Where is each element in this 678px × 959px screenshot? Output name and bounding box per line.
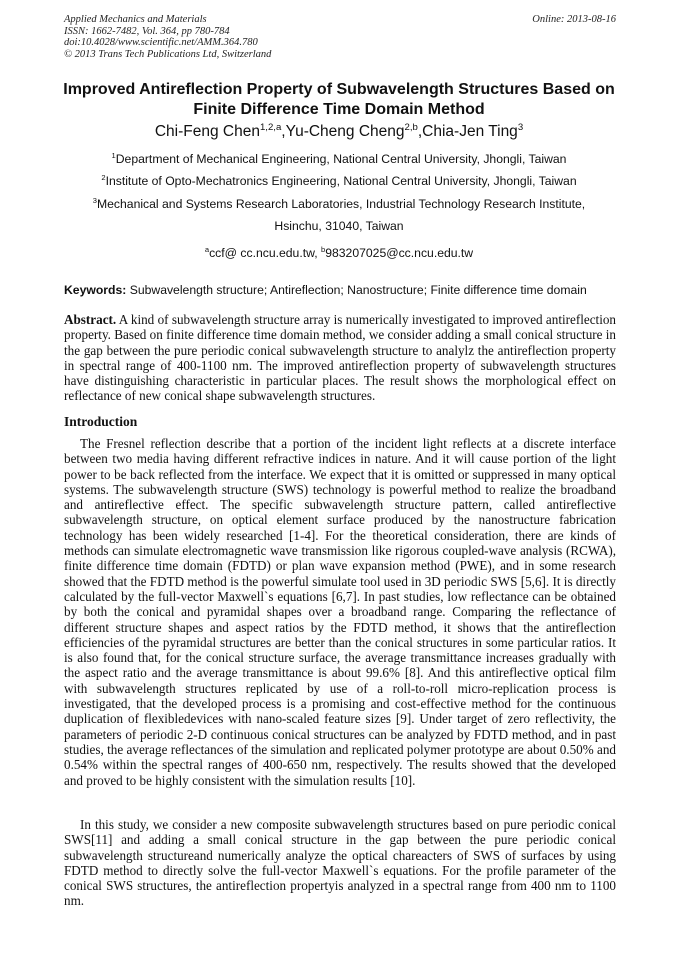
intro-paragraph-1: The Fresnel reflection describe that a portion of the incident light reflects at a discrete interface between two media having different refractive indices in nature. And it will cause portion of the light power to be back reflected from the interface. We expect that it is omitted or suppressed in many optical systems. The subwavelength structure (SWS) technology is powerful method to realize the broadband and antireflective effect. The specific subwavelength structure pattern, called antireflective subwavelength structure, on optical element surface produced by the nanostructure fabrication technology has been widely researched [1-4]. For the theoretical consideration, there are kinds of methods can simulate electromagnetic wave transmission like rigorous coupled-wave analysis (RCWA), finite difference time domain (FDTD) or plan wave expansion method (PWE), and in some research showed that the FDTD method is the powerful simulate tool used in 3D periodic SWS [5,6]. It is directly calculated by the full-vector Maxwell`s equations [6,7]. In past studies, low reflectance can be obtained by both the conical and pyramidal shapes over a broadband range. Comparing the reflectance of different structure shapes and aspect ratios by the FDTD method, it shows that the antireflection efficiencies of the pyramidal structures are better than the conical structures in some particular ratios. It is also found that, for the conical structure surface, the average transmittance increases gradually with the aspect ratio and the average transmittance is about 99.6% [8]. And this antireflective optical film with subwavelength structures replicated by use of a roll-to-roll micro-replication process is investigated, that the developed process is a promising and cost-effective method for the continuous duplication of flexibledevices with nano-scaled feature sizes [9]. Under target of zero reflectivity, the parameters of periodic 2-D continuous conical structures can be analyzed by FDTD method, and in past studies, the average reflectances of the simulation and replicated polymer prototype are about 0.50% and 0.54% within the spectral ranges of 400-650 nm, respectively. The results showed that the developed and proved to be highly consistent with the simulation results [10]. [64,436,616,788]
keywords-text: Subwavelength structure; Antireflection; Nanostructure; Finite difference time domain [129,283,587,297]
issn-line: ISSN: 1662-7482, Vol. 364, pp 780-784 [64,25,230,37]
affiliation-superscript: 3 [92,195,97,205]
affiliation-superscript: 1 [111,150,116,160]
title-line-2: Finite Difference Time Domain Method [193,100,485,118]
paper-title [40,80,638,119]
email-superscript: b [321,244,326,254]
title-line-1: Improved Antireflection Property of Subwavelength Structures Based on [63,81,615,98]
section-heading-introduction: Introduction [64,414,138,429]
author-superscript: 3 [517,121,524,133]
author-name: Chi-Feng Chen [154,123,260,140]
doi-line: doi:10.4028/www.scientific.net/AMM.364.780 [64,37,258,49]
author-list: Chi-Feng Chen$^{1,2,a}$,Yu-Cheng Cheng$^{2,b}$,Chia-Jen Ting$^3$ [154,121,524,140]
affiliation-2 [40,170,638,192]
journal-name: Applied Mechanics and Materials [64,14,207,25]
intro-paragraph-2: In this study, we consider a new composite subwavelength structures based on pure periodic conical SWS[11] and adding a small conical structure in the gap between the pure periodic conical subwavelength structureand numerically analyze the optical chareacters of SWS of surfaces by using FDTD method to directly solve the full-vector Maxwell`s equations. For the profile parameter of the conical SWS structures, the antireflection propertyis analyzed in a spectral range from 400 nm to 1100 nm. [64,817,616,909]
abstract [64,312,616,404]
affiliation-text: Institute of Opto-Mechatronics Engineering, National Central University, Jhongli, Taiwan [105,174,577,188]
email-line [40,242,638,264]
keywords-label: Keywords: [64,283,127,297]
affiliation-text: Department of Mechanical Engineering, National Central University, Jhongli, Taiwan [115,152,567,166]
abstract-label: Abstract. [64,312,117,327]
affiliation-3 [40,193,638,237]
affiliation-1 [40,148,638,170]
online-date: Online: 2013-08-16 [532,14,616,25]
author-superscript: 1,2,a [259,121,282,133]
affiliation-superscript: 2 [101,172,106,182]
author-superscript: 2,b [404,121,418,133]
author-name: Chia-Jen Ting [422,123,518,140]
email-superscript: a [204,244,210,254]
email-b: 983207025@cc.ncu.edu.tw [325,246,474,260]
abstract-text: A kind of subwavelength structure array is numerically investigated to improved antireflection property. Based on finite difference time domain method, we consider adding a small conical structure in the gap between the pure periodic conical subwavelength structure to analylz the antireflection property in spectral range of 400-1100 nm. The improved antireflection property of subwavelength structures have distinguishing characteristic in particular places. The result shows the morphological effect on reflectance of new conical shape subwavelength structures. [64,312,616,404]
keywords [64,282,616,298]
affiliation-text-line-2: Hsinchu, 31040, Taiwan [274,219,404,233]
author-name: Yu-Cheng Cheng [285,123,405,140]
copyright-line: © 2013 Trans Tech Publications Ltd, Switzerland [64,48,272,60]
journal-header [64,14,616,60]
email-a: ccf@ cc.ncu.edu.tw, [209,246,318,260]
affiliation-text: Mechanical and Systems Research Laboratories, Industrial Technology Research Institute, [96,197,586,211]
